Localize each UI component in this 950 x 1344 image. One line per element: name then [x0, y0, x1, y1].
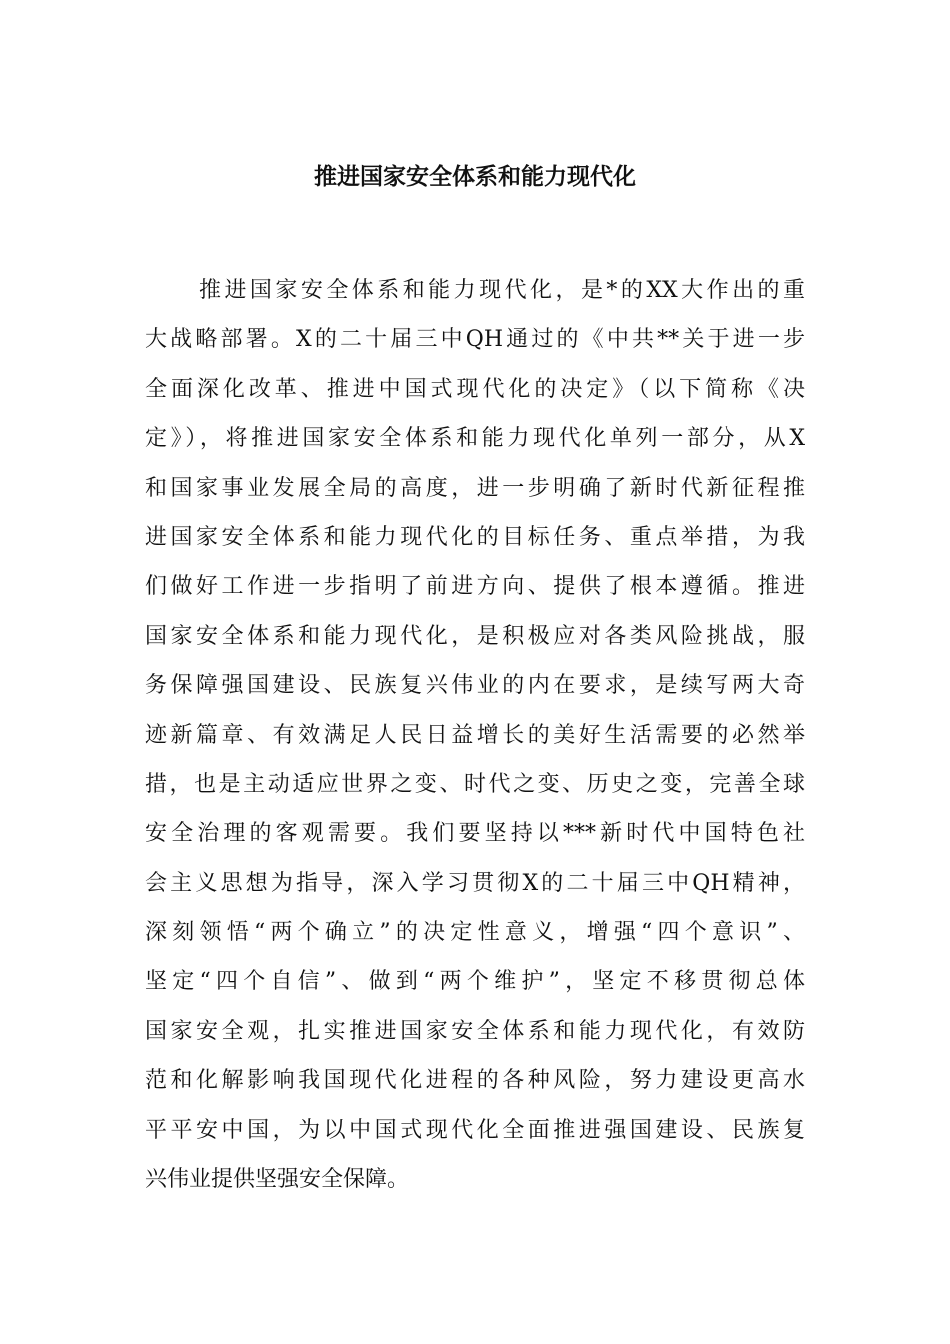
paragraph-line: 和国家事业发展全局的高度，进一步明确了新时代新征程推: [145, 475, 805, 501]
paragraph-line: 务保障强国建设、民族复兴伟业的内在要求，是续写两大奇: [145, 673, 805, 699]
paragraph-line: 迹新篇章、有效满足人民日益增长的美好生活需要的必然举: [145, 722, 805, 748]
paragraph-line: 推进国家安全体系和能力现代化，是*的XX大作出的重: [199, 278, 805, 303]
paragraph-line: 深刻领悟“两个确立”的决定性意义，增强“四个意识”、: [145, 920, 805, 946]
paragraph-line: 们做好工作进一步指明了前进方向、提供了根本遵循。推进: [145, 574, 805, 600]
paragraph-line: 措，也是主动适应世界之变、时代之变、历史之变，完善全球: [145, 771, 805, 797]
document-title: 推进国家安全体系和能力现代化: [314, 164, 636, 190]
paragraph-line: 国家安全观，扎实推进国家安全体系和能力现代化，有效防: [145, 1018, 805, 1044]
paragraph-line: 全面深化改革、推进中国式现代化的决定》（以下简称《决: [145, 376, 805, 402]
paragraph-line: 进国家安全体系和能力现代化的目标任务、重点举措，为我: [145, 524, 805, 550]
document-body-paragraph: [145, 266, 805, 1204]
paragraph-line: 坚定“四个自信”、做到“两个维护”，坚定不移贯彻总体: [145, 969, 805, 995]
paragraph-line: 范和化解影响我国现代化进程的各种风险，努力建设更高水: [145, 1068, 805, 1094]
paragraph-line: 定》），将推进国家安全体系和能力现代化单列一部分，从X: [145, 426, 805, 452]
paragraph-line: 大战略部署。X的二十届三中QH通过的《中共**关于进一步: [145, 327, 805, 353]
paragraph-line: 安全治理的客观需要。我们要坚持以***新时代中国特色社: [145, 821, 805, 847]
paragraph-line: 国家安全体系和能力现代化，是积极应对各类风险挑战，服: [145, 623, 805, 649]
paragraph-line: 兴伟业提供坚强安全保障。: [145, 1167, 410, 1193]
paragraph-line: 会主义思想为指导，深入学习贯彻X的二十届三中QH精神，: [145, 870, 805, 896]
paragraph-line: 平平安中国，为以中国式现代化全面推进强国建设、民族复: [145, 1117, 805, 1143]
